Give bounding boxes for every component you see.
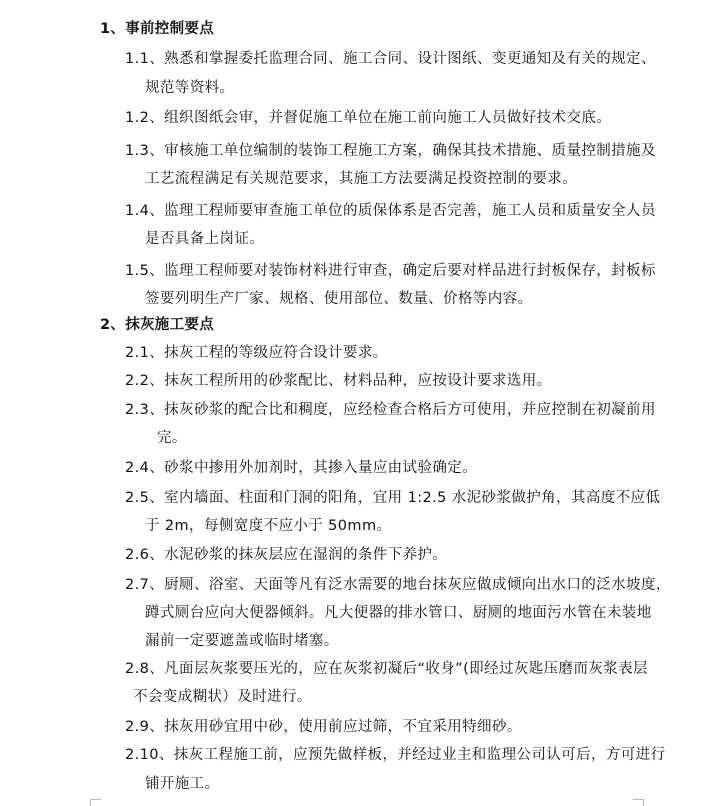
item-1-5-line-1: 1.5、监理工程师要对装饰材料进行审查，确定后要对样品进行封板保存，封板标 — [125, 263, 656, 279]
item-2-3-line-2: 完。 — [157, 430, 187, 446]
item-2-8-line-2: 不会变成糊状）及时进行。 — [133, 689, 312, 705]
item-1-1-line-1: 1.1、熟悉和掌握委托监理合同、施工合同、设计图纸、变更通知及有关的规定、 — [125, 51, 656, 67]
item-2-10-line-1: 2.10、抹灰工程施工前，应预先做样板，并经过业主和监理公司认可后，方可进行 — [125, 747, 666, 763]
item-2-1-line-1: 2.1、抹灰工程的等级应符合设计要求。 — [125, 345, 388, 361]
item-2-9-line-1: 2.9、抹灰用砂宜用中砂，使用前应过筛，不宜采用特细砂。 — [125, 719, 522, 735]
item-2-3-line-1: 2.3、抹灰砂浆的配合比和稠度，应经检查合格后方可使用，并应控制在初凝前用 — [125, 402, 656, 418]
item-2-6-line-1: 2.6、水泥砂浆的抹灰层应在湿润的条件下养护。 — [125, 547, 448, 563]
item-1-4-line-2: 是否具备上岗证。 — [145, 231, 265, 247]
item-2-8-line-1: 2.8、凡面层灰浆要压光的，应在灰浆初凝后“收身”(即经过灰匙压磨而灰浆表层 — [125, 661, 648, 677]
item-2-4-line-1: 2.4、砂浆中掺用外加剂时，其掺入量应由试验确定。 — [125, 460, 478, 476]
item-1-5-line-2: 签要列明生产厂家、规格、使用部位、数量、价格等内容。 — [145, 291, 533, 307]
item-1-1-line-2: 规范等资料。 — [145, 80, 235, 96]
item-2-2-line-1: 2.2、抹灰工程所用的砂浆配比、材料品种，应按设计要求选用。 — [125, 373, 552, 389]
item-2-7-line-2: 蹲式厕台应向大便器倾斜。凡大便器的排水管口、厨厕的地面污水管在未装地 — [145, 605, 652, 621]
item-1-3-line-1: 1.3、审核施工单位编制的装饰工程施工方案，确保其技术措施、质量控制措施及 — [125, 143, 656, 159]
item-2-10-line-2: 铺开施工。 — [145, 776, 220, 792]
section-2-heading: 2、抹灰施工要点 — [100, 317, 214, 333]
item-2-5-line-1: 2.5、室内墙面、柱面和门洞的阳角，宜用 1:2.5 水泥砂浆做护角，其高度不应低 — [125, 490, 661, 506]
item-1-2-line-1: 1.2、组织图纸会审，并督促施工单位在施工前向施工人员做好技术交底。 — [125, 110, 612, 126]
item-1-3-line-2: 工艺流程满足有关规范要求，其施工方法要满足投资控制的要求。 — [145, 171, 578, 187]
section-1-heading: 1、事前控制要点 — [100, 21, 214, 37]
item-2-5-line-2: 于 2m，每侧宽度不应小于 50mm。 — [145, 518, 392, 534]
item-1-4-line-1: 1.4、监理工程师要审查施工单位的质保体系是否完善，施工人员和质量安全人员 — [125, 203, 656, 219]
item-2-7-line-3: 漏前一定要遮盖或临时堵塞。 — [145, 633, 339, 649]
item-2-7-line-1: 2.7、厨厕、浴室、天面等凡有泛水需要的地台抹灰应做成倾向出水口的泛水坡度， — [125, 577, 671, 593]
